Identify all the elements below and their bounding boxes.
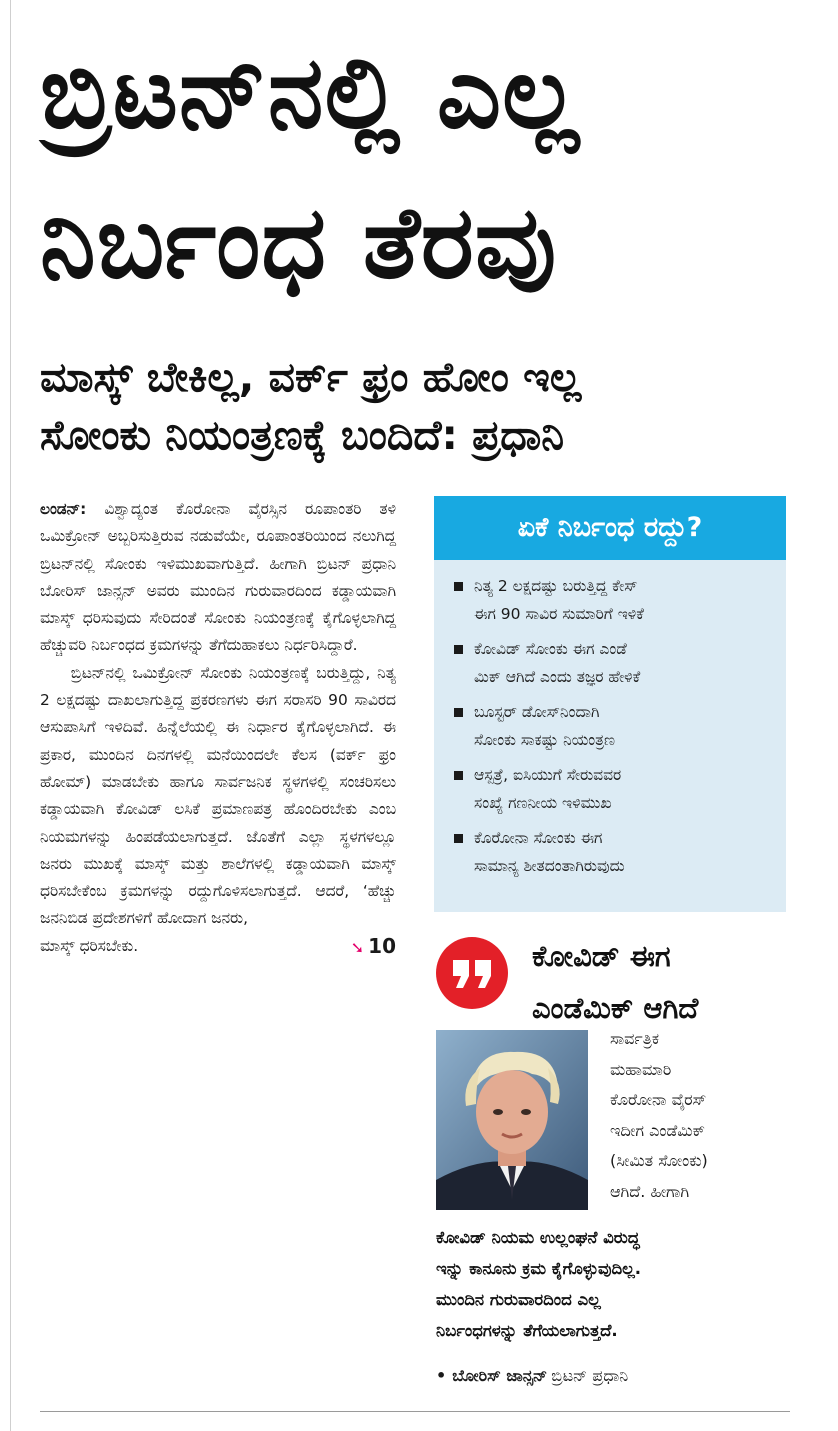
quote-title-line-1: ಕೋವಿಡ್ ಈಗ xyxy=(532,939,671,973)
article-body xyxy=(40,496,396,961)
headline xyxy=(40,18,800,318)
sidebar-item-line: ಕೋವಿಡ್ ಸೋಂಕು ಈಗ ಎಂಡೆ xyxy=(474,640,627,658)
sidebar-box xyxy=(434,496,786,912)
sidebar-item xyxy=(454,635,774,691)
quote-side-line: ಇದೀಗ ಎಂಡೆಮಿಕ್ xyxy=(610,1120,705,1140)
subheadline-line-1: ಮಾಸ್ಕ್ ಬೇಕಿಲ್ಲ, ವರ್ಕ್ ಫ್ರಂ ಹೋಂ ಇಲ್ಲ xyxy=(40,353,582,401)
quote-title xyxy=(532,930,812,1034)
quote-attribution xyxy=(436,1362,796,1390)
bottom-divider xyxy=(40,1411,790,1412)
subheadline xyxy=(40,348,820,464)
dateline: ಲಂಡನ್: xyxy=(40,500,87,518)
square-bullet-icon xyxy=(454,771,463,780)
headline-line-2: ನಿರ್ಬಂಧ ತೆರವು xyxy=(40,184,558,301)
quote-side-line: ಸಾರ್ವತ್ರಿಕ xyxy=(610,1029,660,1048)
quote-side-line: ಮಹಾಮಾರಿ xyxy=(610,1059,672,1079)
sidebar-item xyxy=(454,761,774,817)
attribution-role: ಬ್ರಿಟನ್ ಪ್ರಧಾನಿ xyxy=(551,1366,629,1385)
portrait-photo xyxy=(436,1030,588,1210)
headline-line-1: ಬ್ರಿಟನ್‌ನಲ್ಲಿ ಎಲ್ಲ xyxy=(40,34,580,151)
square-bullet-icon xyxy=(454,582,463,591)
sidebar-item-line: ಬೂಸ್ಟರ್ ಡೋಸ್‌ನಿಂದಾಗಿ xyxy=(474,703,600,721)
quote-full-text xyxy=(436,1222,796,1346)
subheadline-line-2: ಸೋಂಕು ನಿಯಂತ್ರಣಕ್ಕೆ ಬಂದಿದೆ: ಪ್ರಧಾನಿ xyxy=(40,411,564,459)
sidebar-item-line: ನಿತ್ಯ 2 ಲಕ್ಷದಷ್ಟು ಬರುತ್ತಿದ್ದ ಕೇಸ್ xyxy=(474,577,638,595)
continued-marker[interactable] xyxy=(351,933,396,961)
sidebar-item-line: ಸಾಮಾನ್ಯ ಶೀತದಂತಾಗಿರುವುದು xyxy=(474,857,625,875)
sidebar-item xyxy=(454,824,774,880)
page-left-rule xyxy=(10,0,11,1431)
sidebar-item-line: ಈಗ 90 ಸಾವಿರ ಸುಮಾರಿಗೆ ಇಳಿಕೆ xyxy=(474,605,644,623)
arrow-down-right-icon: ➘ xyxy=(350,937,365,957)
sidebar-item-line: ಕೊರೋನಾ ಸೋಂಕು ಈಗ xyxy=(474,829,603,847)
sidebar-item xyxy=(454,698,774,754)
quote-full-line: ಕೋವಿಡ್ ನಿಯಮ ಉಲ್ಲಂಘನೆ ವಿರುದ್ಧ xyxy=(436,1228,640,1247)
bullet-dot-icon: • xyxy=(436,1366,447,1385)
sidebar-item-line: ಆಸ್ಪತ್ರೆ, ಐಸಿಯುಗೆ ಸೇರುವವರ xyxy=(474,766,622,784)
sidebar-list xyxy=(454,572,774,887)
square-bullet-icon xyxy=(454,708,463,717)
sidebar-item-line: ಮಿಕ್ ಆಗಿದೆ ಎಂದು ತಜ್ಞರ ಹೇಳಿಕೆ xyxy=(474,668,641,686)
quote-side-text xyxy=(610,1024,800,1208)
quote-full-line: ನಿರ್ಬಂಧಗಳನ್ನು ತೆಗೆಯಲಾಗುತ್ತದೆ. xyxy=(436,1321,618,1340)
article-paragraph-1-text: ವಿಶ್ವಾದ್ಯಂತ ಕೊರೋನಾ ವೈರಸ್ಸಿನ ರೂಪಾಂತರಿ ತಳಿ ಒಮಿಕ್ರೋನ್ ಅಬ್ಬರಿಸುತ್ತಿರುವ ನಡುವೆಯೇ, ರೂಪಾಂತರಿಯಿಂದ ನಲುಗಿದ್ದ ಬ್ರಿಟನ್‌ನಲ್ಲಿ ಸೋಂಕು ಇಳಿಮುಖವಾಗುತ್ತಿದೆ. ಹೀಗಾಗಿ ಬ್ರಿಟನ್ ಪ್ರಧಾನಿ ಬೋರಿಸ್ ಜಾನ್ಸನ್ ಅವರು ಮುಂದಿನ ಗುರುವಾರದಿಂದ ಕಡ್ಡಾಯವಾಗಿ ಮಾಸ್ಕ್ ಧರಿಸುವುದು ಸೇರಿದಂತೆ ಸೋಂಕು ನಿಯಂತ್ರಣಕ್ಕೆ ಕೈಗೊಳ್ಳಲಾಗಿದ್ದ ಹೆಚ್ಚುವರಿ ನಿರ್ಬಂಧದ ಕ್ರಮಗಳನ್ನು ತೆಗೆದುಹಾಕಲು ನಿರ್ಧರಿಸಿದ್ದಾರೆ. xyxy=(40,500,396,655)
continued-page-number: 10 xyxy=(368,933,396,958)
quote-side-line: ಆಗಿದೆ. ಹೀಗಾಗಿ xyxy=(610,1181,690,1201)
attribution-name: ಬೋರಿಸ್ ಜಾನ್ಸನ್ xyxy=(452,1366,548,1385)
quote-side-line: (ಸೀಮಿತ ಸೋಂಕು) xyxy=(610,1151,708,1171)
quote-marks-icon xyxy=(436,937,508,1009)
article-paragraph-2: ಬ್ರಿಟನ್‌ನಲ್ಲಿ ಒಮಿಕ್ರೋನ್ ಸೋಂಕು ನಿಯಂತ್ರಣಕ್ಕೆ ಬರುತ್ತಿದ್ದು, ನಿತ್ಯ 2 ಲಕ್ಷದಷ್ಟು ದಾಖಲಾಗುತ್ತಿದ್ದ ಪ್ರಕರಣಗಳು ಈಗ ಸರಾಸರಿ 90 ಸಾವಿರದ ಆಸುಪಾಸಿಗೆ ಇಳಿದಿವೆ. ಹಿನ್ನೆಲೆಯಲ್ಲಿ ಈ ನಿರ್ಧಾರ ಕೈಗೊಳ್ಳಲಾಗಿದೆ. ಈ ಪ್ರಕಾರ, ಮುಂದಿನ ದಿನಗಳಲ್ಲಿ ಮನೆಯಿಂದಲೇ ಕೆಲಸ (ವರ್ಕ್ ಫ್ರಂ ಹೋಮ್) ಮಾಡಬೇಕು ಹಾಗೂ ಸಾರ್ವಜನಿಕ ಸ್ಥಳಗಳಲ್ಲಿ ಸಂಚರಿಸಲು ಕಡ್ಡಾಯವಾಗಿ ಕೋವಿಡ್ ಲಸಿಕೆ ಪ್ರಮಾಣಪತ್ರ ಹೊಂದಿರಬೇಕು ಎಂಬ ನಿಯಮಗಳನ್ನು ಹಿಂಪಡೆಯಲಾಗುತ್ತದೆ. ಜೊತೆಗೆ ಎಲ್ಲಾ ಸ್ಥಳಗಳಲ್ಲೂ ಜನರು ಮುಖಕ್ಕೆ ಮಾಸ್ಕ್ ಮತ್ತು ಶಾಲೆಗಳಲ್ಲಿ ಕಡ್ಡಾಯವಾಗಿ ಮಾಸ್ಕ್ ಧರಿಸಬೇಕೆಂಬ ಕ್ರಮಗಳನ್ನು ರದ್ದುಗೊಳಿಸಲಾಗುತ್ತದೆ. ಆದರೆ, ‘ಹೆಚ್ಚು ಜನನಿಬಿಡ ಪ್ರದೇಶಗಳಿಗೆ ಹೋದಾಗ ಜನರು, xyxy=(40,663,396,928)
sidebar-item-line: ಸೋಂಕು ಸಾಕಷ್ಟು ನಿಯಂತ್ರಣ xyxy=(474,731,616,749)
sidebar-item-line: ಸಂಖ್ಯೆ ಗಣನೀಯ ಇಳಿಮುಖ xyxy=(474,794,612,812)
article-paragraph-1 xyxy=(40,496,396,660)
square-bullet-icon xyxy=(454,834,463,843)
square-bullet-icon xyxy=(454,645,463,654)
quote-full-line: ಇನ್ನು ಕಾನೂನು ಕ್ರಮ ಕೈಗೊಳ್ಳುವುದಿಲ್ಲ. xyxy=(436,1259,642,1278)
quote-full-line: ಮುಂದಿನ ಗುರುವಾರದಿಂದ ಎಲ್ಲ xyxy=(436,1290,601,1309)
sidebar-item xyxy=(454,572,774,628)
sidebar-title: ಏಕೆ ನಿರ್ಬಂಧ ರದ್ದು? xyxy=(434,496,786,560)
quote-title-line-2: ಎಂಡೆಮಿಕ್ ಆಗಿದೆ xyxy=(532,991,699,1025)
article-last-line xyxy=(40,933,396,961)
quote-side-line: ಕೊರೋನಾ ವೈರಸ್ xyxy=(610,1090,707,1110)
article-last-line-text: ಮಾಸ್ಕ್ ಧರಿಸಬೇಕು. xyxy=(40,937,139,956)
